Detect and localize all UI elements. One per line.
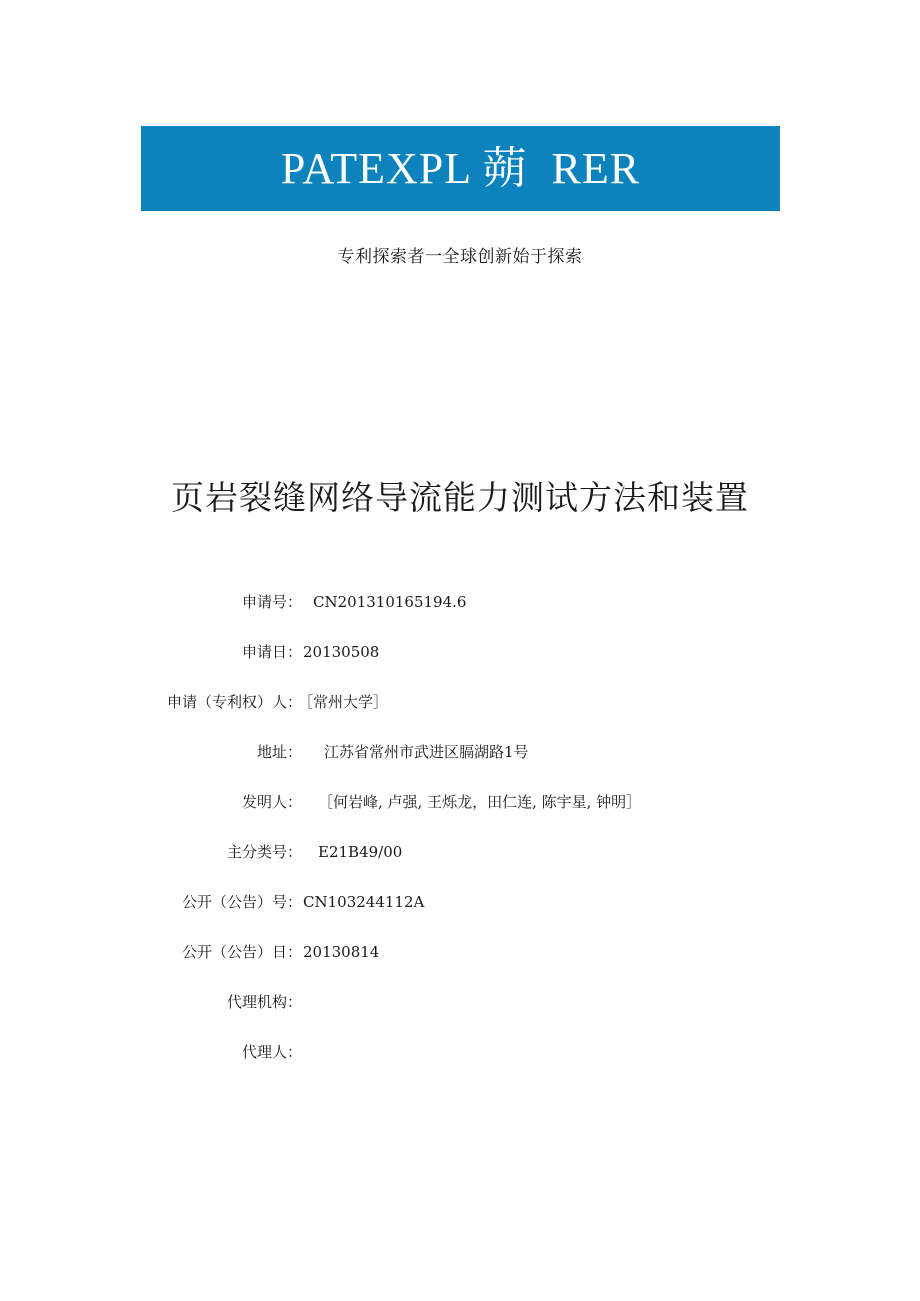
field-main-classification: [0, 840, 920, 864]
field-value: E21B49/00: [318, 843, 403, 861]
field-applicant: [0, 690, 920, 714]
brand-logo-text: PATEXPL 蒴 RER: [280, 143, 641, 193]
field-label: 公开（公告）号：: [181, 893, 302, 911]
field-application-number: [0, 590, 920, 614]
patent-title: 页岩裂缝网络导流能力测试方法和装置: [171, 478, 749, 517]
field-publication-number: [0, 890, 920, 914]
field-value: 20130508: [303, 643, 380, 661]
field-value: CN103244112A: [303, 893, 425, 911]
field-label: 公开（公告）日：: [181, 943, 302, 961]
field-publication-date: [0, 940, 920, 964]
field-address: [0, 740, 920, 764]
field-application-date: [0, 640, 920, 664]
brand-slogan: 专利探索者一全球创新始于探索: [337, 247, 583, 267]
field-label: 发明人：: [241, 793, 302, 811]
field-value: 江苏省常州市武进区膈湖路1号: [324, 743, 529, 761]
field-value: ［何岩峰, 卢强, 王烁龙，田仁连, 陈宇星, 钟明］: [318, 793, 642, 811]
field-value: 20130814: [303, 943, 380, 961]
field-label: 代理人：: [241, 1043, 302, 1061]
field-agent: [0, 1040, 920, 1064]
field-agency: [0, 990, 920, 1014]
brand-banner: [141, 126, 780, 211]
field-label: 主分类号：: [226, 843, 302, 861]
field-value: CN201310165194.6: [313, 593, 467, 611]
field-label: 申请（专利权）人：: [166, 693, 302, 711]
field-label: 申请日：: [241, 643, 302, 661]
field-label: 地址：: [256, 743, 302, 761]
field-label: 代理机构：: [226, 993, 302, 1011]
field-value: ［常州大学］: [298, 693, 389, 711]
field-label: 申请号：: [241, 593, 302, 611]
field-inventors: [0, 790, 920, 814]
